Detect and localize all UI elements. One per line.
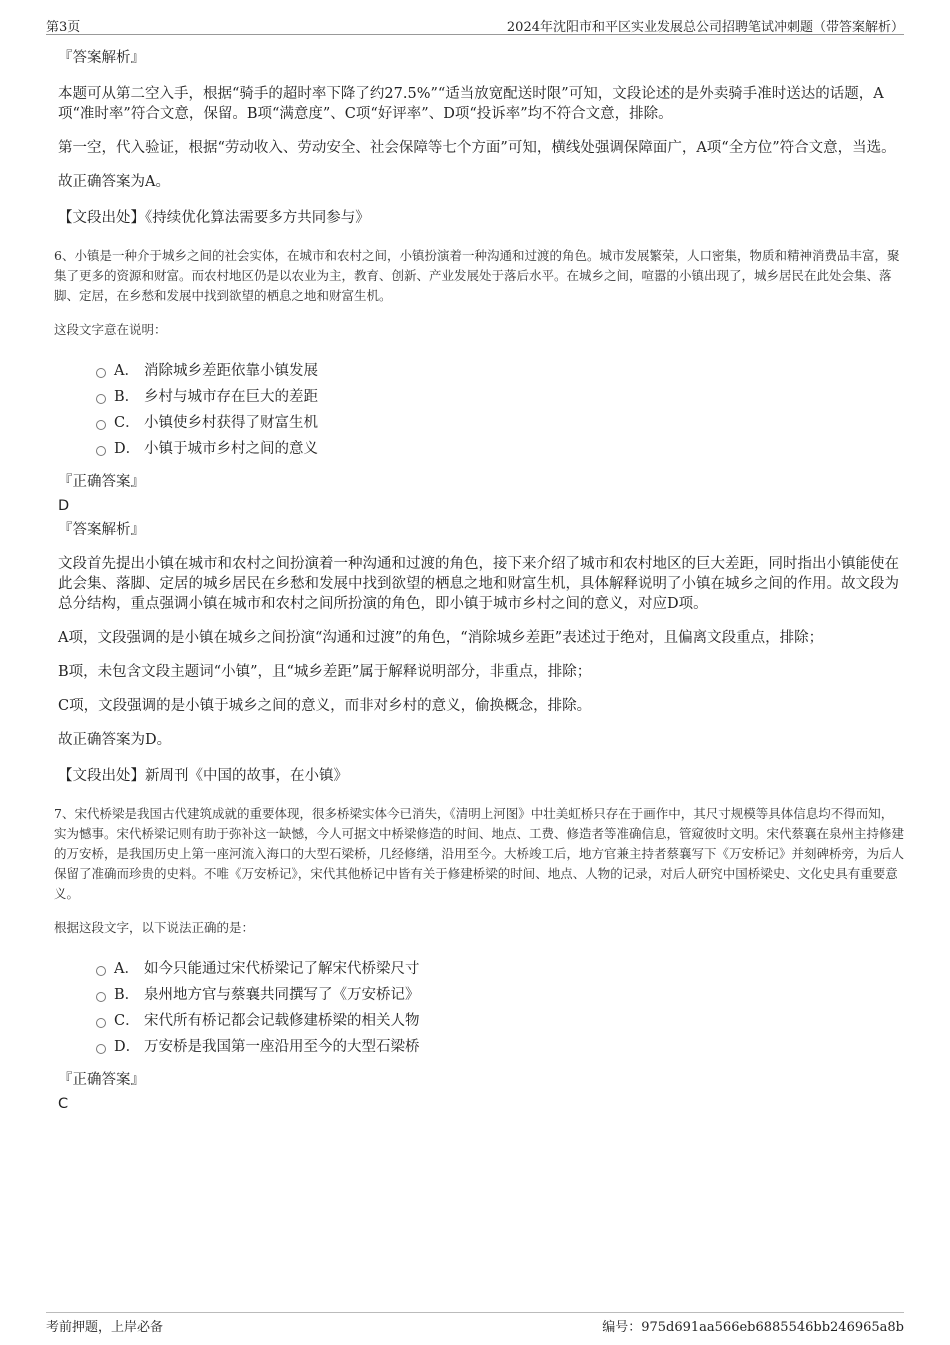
page-content — [46, 42, 904, 1118]
document-id: 编号：975d691aa566eb6885546bb246965a8b — [602, 1320, 904, 1335]
document-title: 2024年沈阳市和平区实业发展总公司招聘笔试冲刺题（带答案解析） — [506, 20, 904, 35]
question-7-text: 7、宋代桥梁是我国古代建筑成就的重要体现，很多桥梁实体今已消失，《清明上河图》中壮美虹桥只存在于画作中，其尺寸规模等具体信息均不得而知，实为憾事。宋代桥梁记则有助于弥补这一缺憾，今人可据文中桥梁修造的时间、地点、工费、修造者等准确信息，管窥彼时文明。宋代蔡襄在泉州主持修建的万安桥，是我国历史上第一座河流入海口的大型石梁桥，几经修缮，沿用至今。大桥竣工后，地方官兼主持者蔡襄写下《万安桥记》并刻碑桥旁，为后人保留了准确而珍贵的史料。不唯《万安桥记》，宋代其他桥记中皆有关于修建桥梁的时间、地点、人物的记录，对后人研究中国桥梁史、文化史具有重要意义。 — [54, 806, 905, 901]
page-footer — [46, 1312, 904, 1334]
option-a[interactable]: A． 消除城乡差距依靠小镇发展 — [96, 358, 904, 384]
option-b[interactable]: B． 泉州地方官与蔡襄共同撰写了《万安桥记》 — [96, 982, 904, 1008]
radio-icon[interactable] — [96, 1044, 106, 1054]
analysis-label: 『答案解析』 — [58, 522, 145, 538]
source-citation: 【文段出处】《持续优化算法需要多方共同参与》 — [58, 210, 370, 226]
correct-answer-label: 『正确答案』 — [58, 474, 145, 490]
analysis-paragraph: C项，文段强调的是小镇于城乡之间的意义，而非对乡村的意义，偷换概念，排除。 — [58, 698, 592, 714]
radio-icon[interactable] — [96, 446, 106, 456]
correct-answer: C — [58, 1096, 69, 1112]
analysis-paragraph: B项，未包含文段主题词“小镇”，且“城乡差距”属于解释说明部分，非重点，排除； — [58, 664, 592, 680]
radio-icon[interactable] — [96, 966, 106, 976]
radio-icon[interactable] — [96, 1018, 106, 1028]
option-b[interactable]: B． 乡村与城市存在巨大的差距 — [96, 384, 904, 410]
option-c[interactable]: C． 小镇使乡村获得了财富生机 — [96, 410, 904, 436]
radio-icon[interactable] — [96, 420, 106, 430]
option-d[interactable]: D． 小镇于城市乡村之间的意义 — [96, 436, 904, 462]
analysis-paragraph: 第一空，代入验证，根据“劳动收入、劳动安全、社会保障等七个方面”可知，横线处强调保障面广，A项“全方位”符合文意，当选。 — [58, 140, 896, 156]
radio-icon[interactable] — [96, 992, 106, 1002]
option-d[interactable]: D． 万安桥是我国第一座沿用至今的大型石梁桥 — [96, 1034, 904, 1060]
radio-icon[interactable] — [96, 368, 106, 378]
question-6-options — [96, 358, 904, 462]
analysis-paragraph: 文段首先提出小镇在城市和农村之间扮演着一种沟通和过渡的角色，接下来介绍了城市和农村地区的巨大差距，同时指出小镇能使在此会集、落脚、定居的城乡居民在乡愁和发展中找到欲望的栖息之地和财富生机，具体解释说明了小镇在城乡之间的作用。故文段为总分结构，重点强调小镇在城市和农村之间所扮演的角色，即小镇于城市乡村之间的意义，对应D项。 — [58, 556, 899, 612]
radio-icon[interactable] — [96, 394, 106, 404]
question-6-text: 6、小镇是一种介于城乡之间的社会实体，在城市和农村之间，小镇扮演着一种沟通和过渡的角色。城市发展繁荣，人口密集，物质和精神消费品丰富，聚集了更多的资源和财富。而农村地区仍是以农业为主，教育、创新、产业发展处于落后水平。在城乡之间，喧嚣的小镇出现了，城乡居民在此处会集、落脚、定居，在乡愁和发展中找到欲望的栖息之地和财富生机。 — [54, 248, 900, 303]
correct-answer-label: 『正确答案』 — [58, 1072, 145, 1088]
analysis-conclusion: 故正确答案为A。 — [58, 174, 170, 190]
analysis-paragraph: 本题可从第二空入手，根据“骑手的超时率下降了约27.5%”“适当放宽配送时限”可知，文段论述的是外卖骑手准时送达的话题，A项“准时率”符合文意，保留。B项“满意度”、C项“好评率”、D项“投诉率”均不符合文意，排除。 — [58, 86, 884, 122]
page-header — [46, 14, 904, 35]
correct-answer: D — [58, 498, 70, 514]
footer-slogan: 考前押题，上岸必备 — [46, 1320, 164, 1335]
analysis-conclusion: 故正确答案为D。 — [58, 732, 172, 748]
option-c[interactable]: C． 宋代所有桥记都会记载修建桥梁的相关人物 — [96, 1008, 904, 1034]
question-6-prompt: 这段文字意在说明： — [54, 322, 167, 337]
source-citation: 【文段出处】新周刊《中国的故事，在小镇》 — [58, 768, 348, 784]
analysis-paragraph: A项，文段强调的是小镇在城乡之间扮演“沟通和过渡”的角色，“消除城乡差距”表述过于绝对，且偏离文段重点，排除； — [58, 630, 824, 646]
page-number: 第3页 — [46, 20, 81, 35]
question-7-prompt: 根据这段文字，以下说法正确的是： — [54, 920, 255, 935]
option-a[interactable]: A． 如今只能通过宋代桥梁记了解宋代桥梁尺寸 — [96, 956, 904, 982]
analysis-label: 『答案解析』 — [58, 50, 145, 66]
question-7-options — [96, 956, 904, 1060]
